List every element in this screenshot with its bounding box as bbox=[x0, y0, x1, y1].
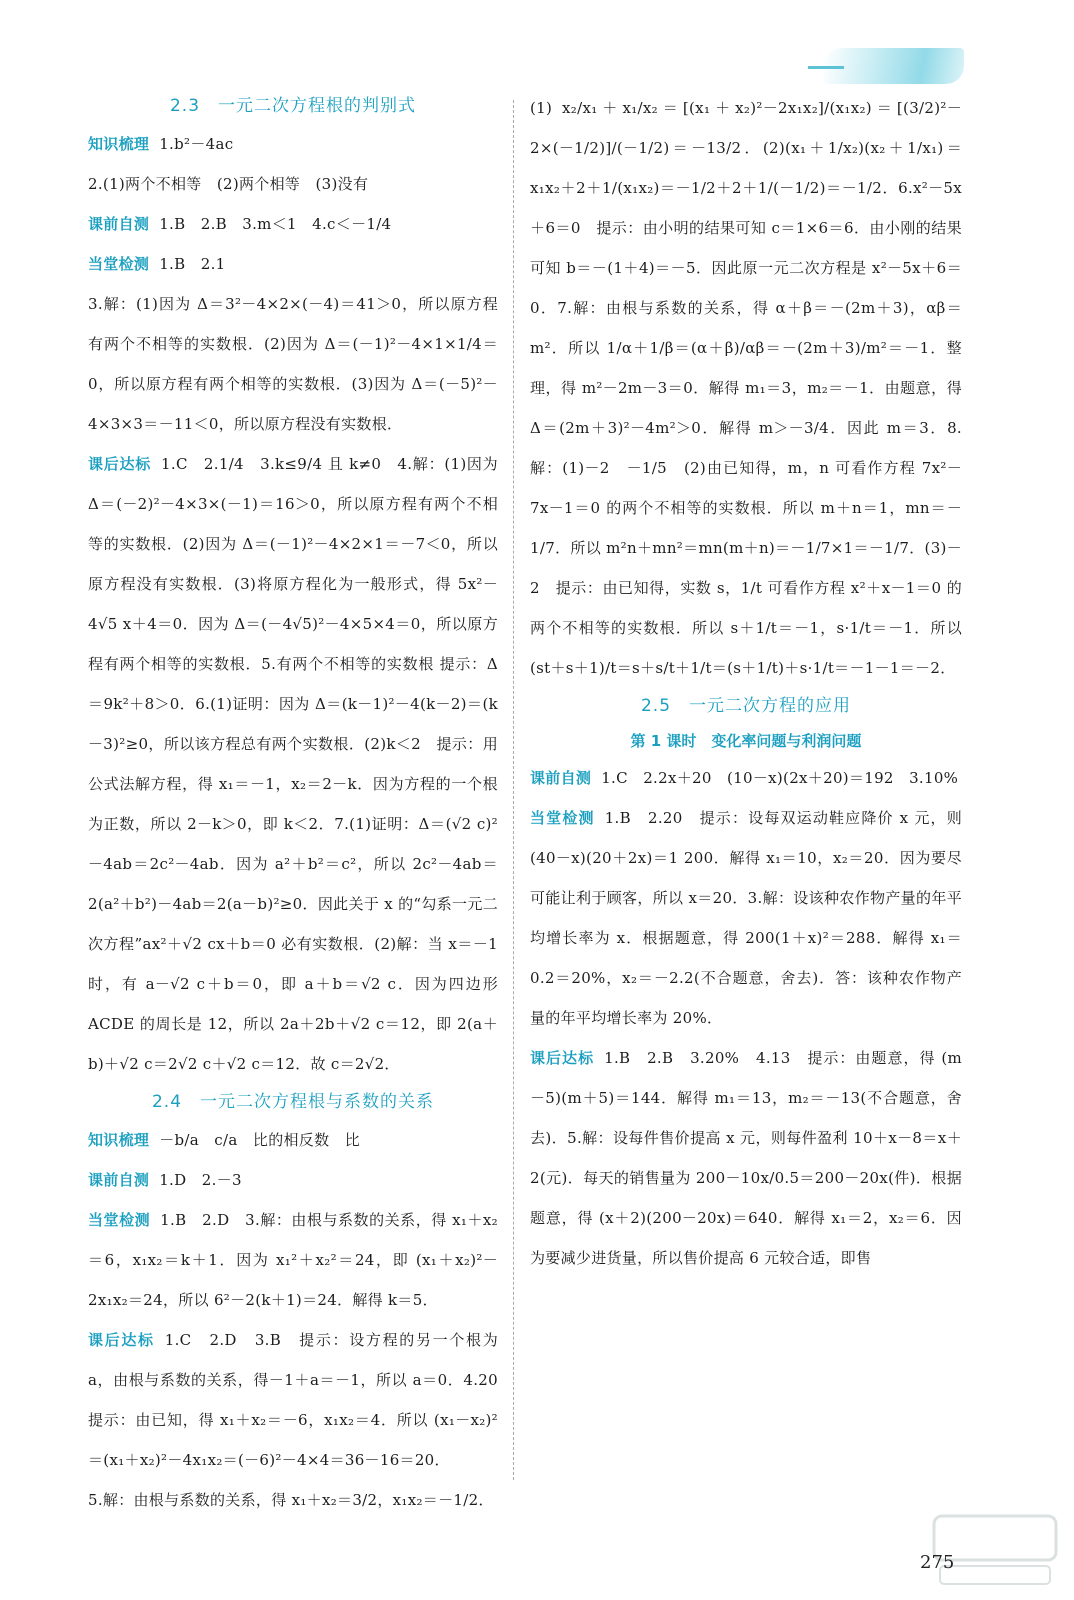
answer-text: －b/a c/a 比的相反数 比 bbox=[159, 1131, 361, 1149]
lesson-subtitle: 第 1 课时 变化率问题与利润问题 bbox=[630, 732, 862, 750]
tag-label: 知识梳理 bbox=[88, 135, 150, 153]
page-number: 275 bbox=[920, 1552, 955, 1573]
answer-text: 1.b²－4ac bbox=[159, 135, 234, 153]
paragraph bbox=[530, 798, 962, 1038]
left-column bbox=[88, 88, 514, 1520]
paragraph bbox=[88, 1160, 498, 1200]
paragraph bbox=[88, 444, 498, 1084]
paragraph bbox=[88, 1480, 498, 1520]
tag-label: 课前自测 bbox=[530, 769, 592, 787]
answer-text: 1.B 2.20 提示：设每双运动鞋应降价 x 元，则 (40－x)(20＋2x)＝1 200．解得 x₁＝10，x₂＝20．因为要尽可能让利于顾客，所以 x＝20．3.解：设该种农作物产量的年平均增长率为 x．根据题意，得 200(1＋x)²＝288．解得 x₁＝0.2＝20%，x₂＝－2.2(不合题意，舍去)．答：该种农作物产量的年平均增长率为 20%． bbox=[530, 809, 962, 1027]
tag-label: 课后达标 bbox=[88, 455, 152, 473]
answer-text: (1) x₂/x₁＋x₁/x₂＝[(x₁＋x₂)²－2x₁x₂]/(x₁x₂)＝[(3/2)²－2×(－1/2)]/(－1/2)＝－13/2．(2)(x₁＋1/x₂)(x₂＋1/x₁)＝x₁x₂＋2＋1/(x₁x₂)＝－1/2＋2＋1/(－1/2)＝－1/2．6.x²－5x＋6＝0 提示：由小明的结果可知 c＝1×6＝6．由小刚的结果可知 b＝－(1＋4)＝－5．因此原一元二次方程是 x²－5x＋6＝0．7.解：由根与系数的关系，得 α＋β＝－(2m＋3)，αβ＝m²．所以 1/α＋1/β＝(α＋β)/αβ＝－(2m＋3)/m²＝－1．整理，得 m²－2m－3＝0．解得 m₁＝3，m₂＝－1．由题意，得 Δ＝(2m＋3)²－4m²＞0．解得 m＞－3/4．因此 m＝3．8.解：(1)－2 －1/5 (2)由已知得，m，n 可看作方程 7x²－7x－1＝0 的两个不相等的实数根．所以 m＋n＝1，mn＝－1/7．所以 m²n＋mn²＝mn(m＋n)＝－1/7×1＝－1/7．(3)－2 提示：由已知得，实数 s，1/t 可看作方程 x²＋x－1＝0 的两个不相等的实数根．所以 s＋1/t＝－1，s·1/t＝－1．所以 (st＋s＋1)/t＝s＋s/t＋1/t＝(s＋1/t)＋s·1/t＝－1－1＝－2． bbox=[530, 99, 962, 677]
answer-text: 1.D 2.－3 bbox=[159, 1171, 242, 1189]
tag-label: 课前自测 bbox=[88, 1171, 150, 1189]
tag-label: 当堂检测 bbox=[88, 255, 150, 273]
answer-text: 5.解：由根与系数的关系，得 x₁＋x₂＝3/2，x₁x₂＝－1/2． bbox=[88, 1491, 494, 1509]
answer-text: 1.B 2.B 3.20% 4.13 提示：由题意，得 (m－5)(m＋5)＝144．解得 m₁＝13，m₂＝－13(不合题意，舍去)．5.解：设每件售价提高 x 元，则每件盈利 10＋x－8＝x＋2(元)．每天的销售量为 200－10x/0.5＝200－20x(件)．根据题意，得 (x＋2)(200－20x)＝640．解得 x₁＝2，x₂＝6．因为要减少进货量，所以售价提高 6 元较合适，即售 bbox=[530, 1049, 962, 1267]
section-title-2-4: 2.4 一元二次方程根与系数的关系 bbox=[151, 1092, 435, 1112]
answer-text: 1.C 2.1/4 3.k≤9/4 且 k≠0 4.解：(1)因为 Δ＝(－2)²－4×3×(－1)＝16＞0，所以原方程有两个不相等的实数根．(2)因为 Δ＝(－1)²－4×2×1＝－7＜0，所以原方程没有实数根．(3)将原方程化为一般形式，得 5x²－4√5 x＋4＝0．因为 Δ＝(－4√5)²－4×5×4＝0，所以原方程有两个相等的实数根．5.有两个不相等的实数根 提示：Δ＝9k²＋8＞0．6.(1)证明：因为 Δ＝(k－1)²－4(k－2)＝(k－3)²≥0，所以该方程总有两个实数根．(2)k＜2 提示：用公式法解方程，得 x₁＝－1，x₂＝2－k．因为方程的一个根为正数，所以 2－k＞0，即 k＜2．7.(1)证明：Δ＝(√2 c)²－4ab＝2c²－4ab．因为 a²＋b²＝c²，所以 2c²－4ab＝2(a²＋b²)－4ab＝2(a－b)²≥0．因此关于 x 的“勾系一元二次方程”ax²＋√2 cx＋b＝0 必有实数根．(2)解：当 x＝－1 时，有 a－√2 c＋b＝0，即 a＋b＝√2 c．因为四边形 ACDE 的周长是 12，所以 2a＋2b＋√2 c＝12，即 2(a＋b)＋√2 c＝2√2 c＋√2 c＝12．故 c＝2√2． bbox=[88, 455, 498, 1073]
section-title-2-3: 2.3 一元二次方程根的判别式 bbox=[169, 96, 417, 116]
paragraph bbox=[88, 204, 498, 244]
corner-line-decoration bbox=[808, 66, 844, 69]
tag-label: 当堂检测 bbox=[530, 809, 595, 827]
paragraph bbox=[530, 88, 962, 688]
paragraph bbox=[88, 1120, 498, 1160]
answer-text: 1.C 2.2x＋20 (10－x)(2x＋20)＝192 3.10% bbox=[601, 769, 959, 787]
paragraph bbox=[88, 1320, 514, 1480]
tag-label: 当堂检测 bbox=[88, 1211, 151, 1229]
paragraph bbox=[88, 244, 498, 284]
answer-text: 1.B 2.B 3.m＜1 4.c＜－1/4 bbox=[159, 215, 392, 233]
tag-label: 知识梳理 bbox=[88, 1131, 150, 1149]
paragraph bbox=[88, 164, 498, 204]
answer-text: 3.解：(1)因为 Δ＝3²－4×2×(－4)＝41＞0，所以原方程有两个不相等的实数根．(2)因为 Δ＝(－1)²－4×1×1/4＝0，所以原方程有两个相等的实数根．(3)因为 Δ＝(－5)²－4×3×3＝－11＜0，所以原方程没有实数根． bbox=[88, 295, 498, 433]
paragraph bbox=[530, 1038, 962, 1278]
paragraph bbox=[88, 124, 498, 164]
tag-label: 课后达标 bbox=[530, 1049, 595, 1067]
answer-text: 1.B 2.D 3.解：由根与系数的关系，得 x₁＋x₂＝6，x₁x₂＝k＋1．因为 x₁²＋x₂²＝24，即 (x₁＋x₂)²－2x₁x₂＝24，所以 6²－2(k＋1)＝24．解得 k＝5． bbox=[88, 1211, 498, 1309]
tag-label: 课前自测 bbox=[88, 215, 150, 233]
answer-text: 1.B 2.1 bbox=[159, 255, 226, 273]
answer-text: 2.(1)两个不相等 (2)两个相等 (3)没有 bbox=[88, 175, 369, 193]
paragraph bbox=[88, 284, 498, 444]
paragraph bbox=[88, 1200, 498, 1320]
right-column bbox=[530, 88, 962, 1278]
paragraph bbox=[530, 758, 962, 798]
corner-decoration bbox=[824, 48, 964, 84]
tag-label: 课后达标 bbox=[88, 1331, 155, 1349]
column-divider bbox=[513, 100, 514, 1480]
watermark-logo bbox=[930, 1510, 1060, 1590]
answer-text: 1.C 2.D 3.B 提示：设方程的另一个根为 a，由根与系数的关系，得－1＋a＝－1，所以 a＝0．4.20 提示：由已知，得 x₁＋x₂＝－6，x₁x₂＝4．所以 (x₁－x₂)²＝(x₁＋x₂)²－4x₁x₂＝(－6)²－4×4＝36－16＝20． bbox=[88, 1331, 514, 1469]
section-title-2-5: 2.5 一元二次方程的应用 bbox=[640, 696, 852, 716]
